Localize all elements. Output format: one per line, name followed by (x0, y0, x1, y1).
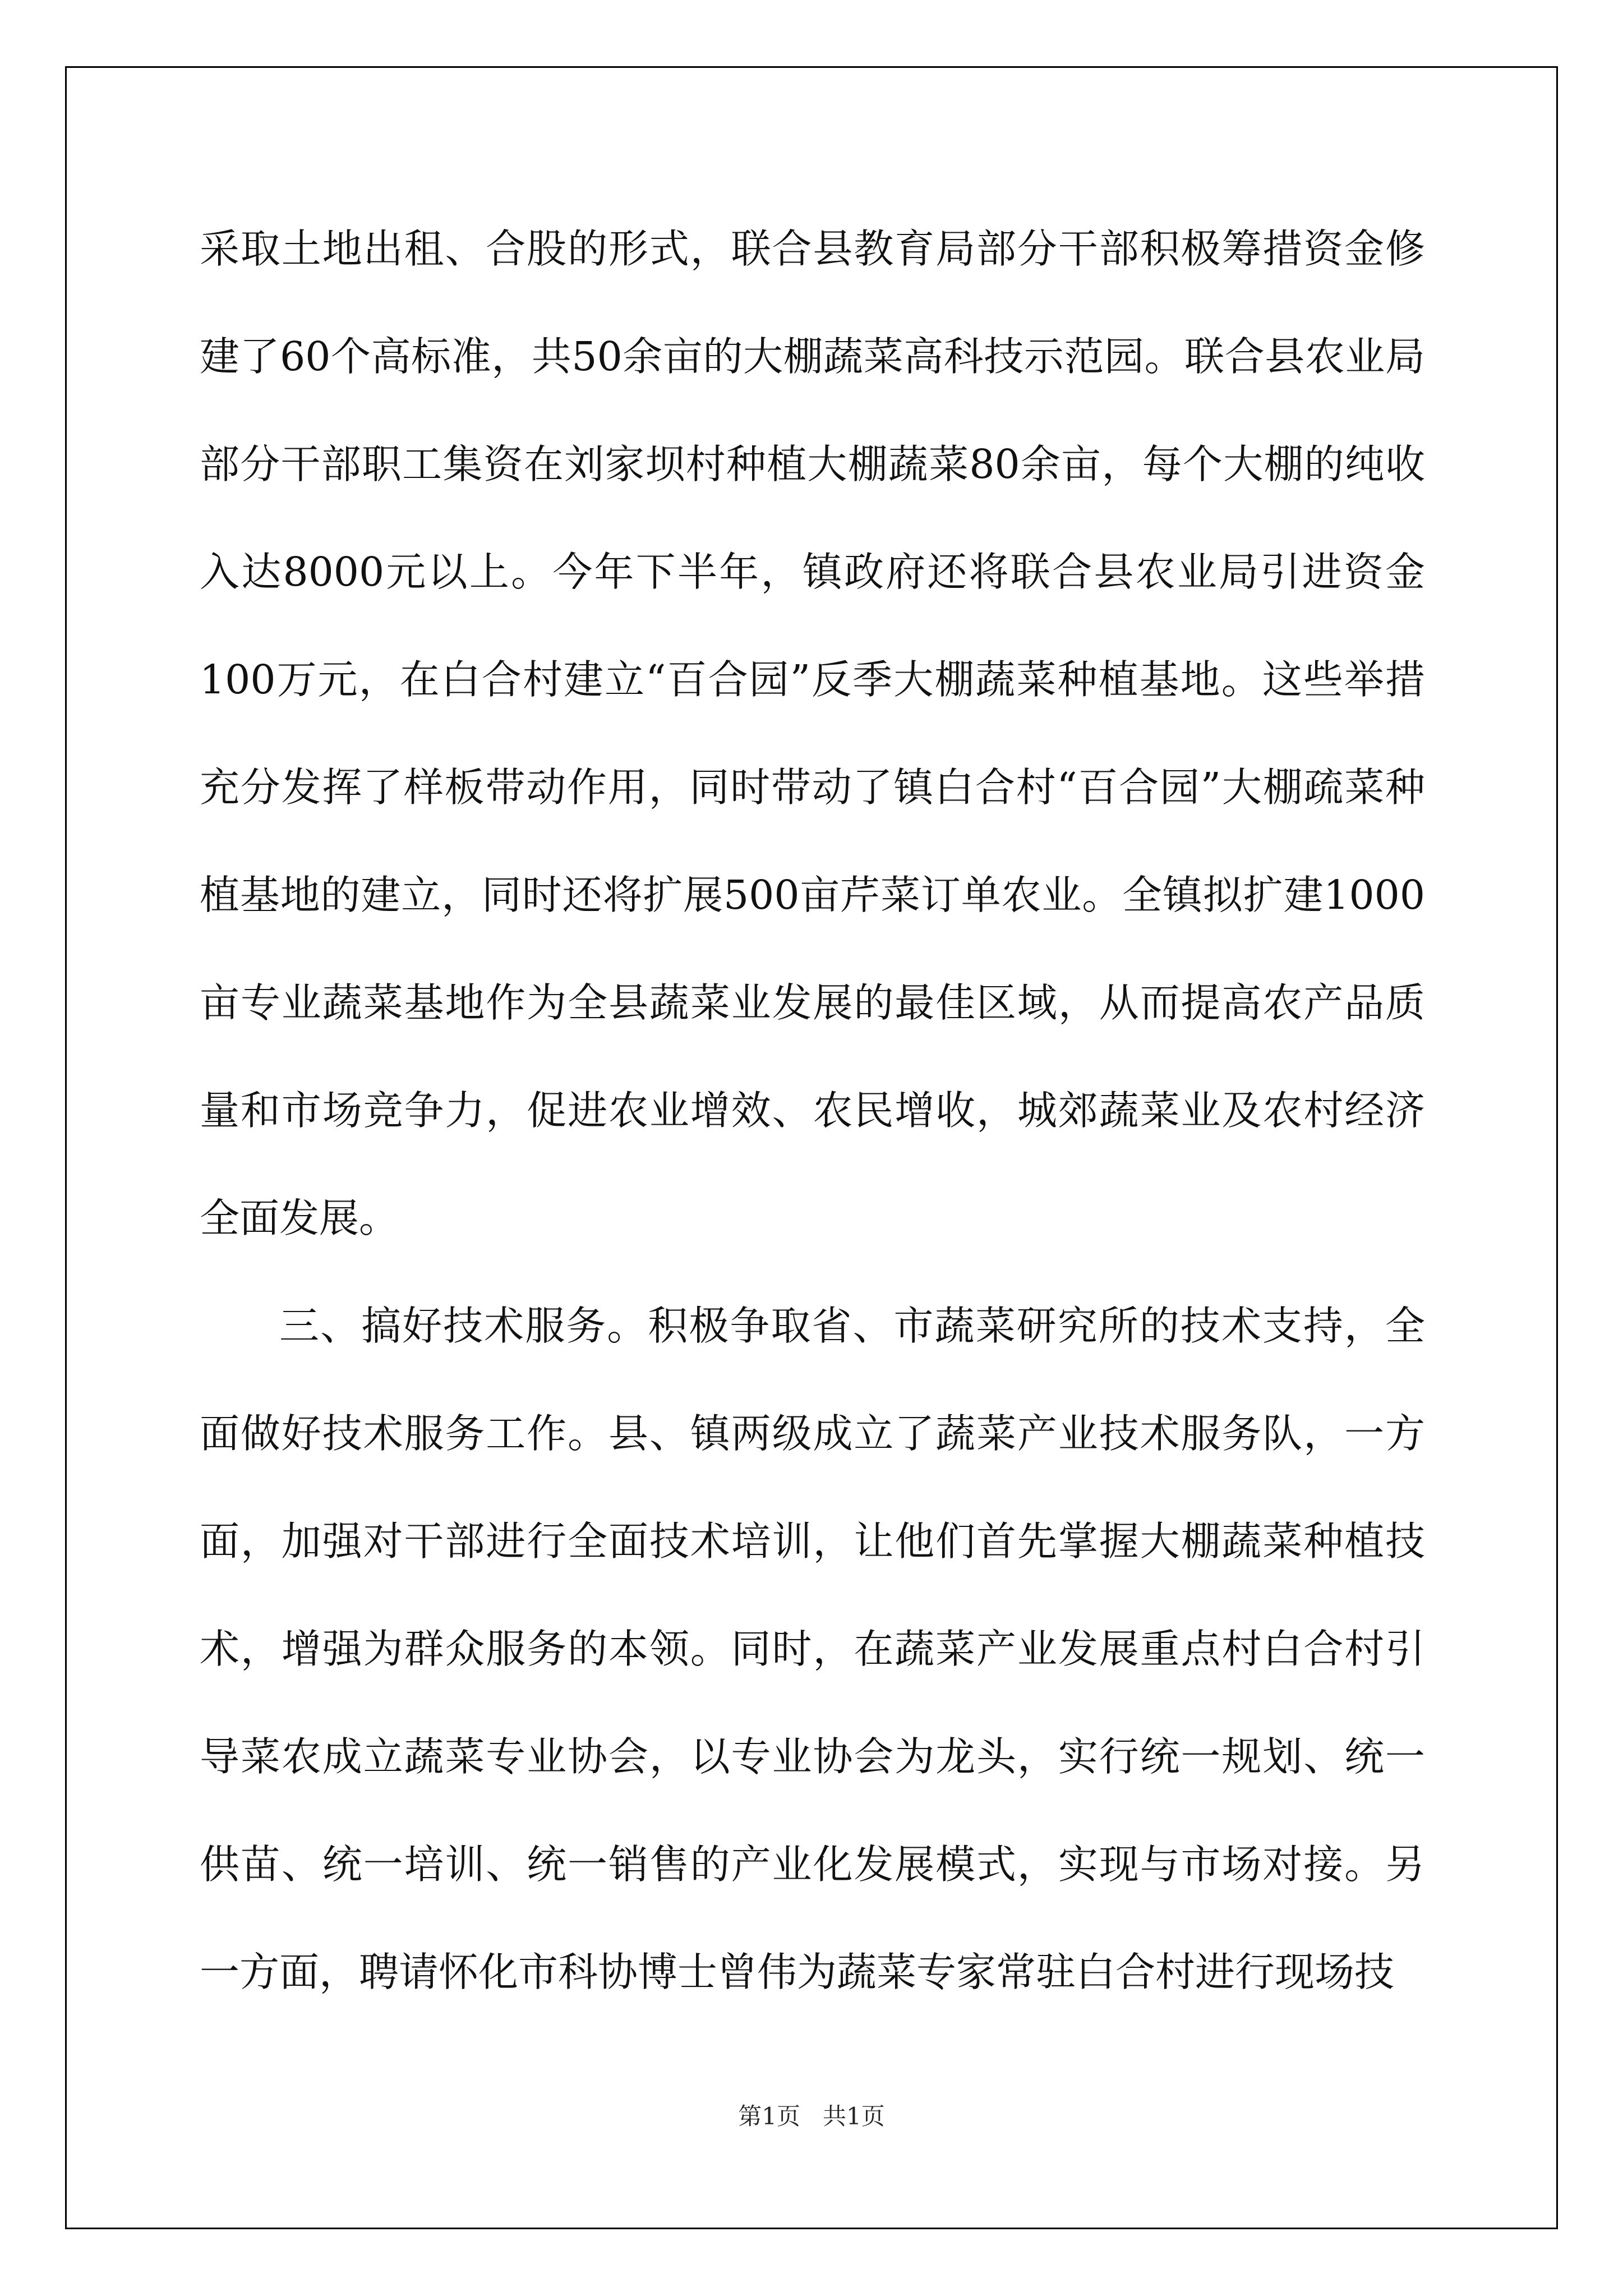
paragraph-1: 采取土地出租、合股的形式，联合县教育局部分干部积极筹措资金修建了60个高标准，共50余亩的大棚蔬菜高科技示范园。联合县农业局部分干部职工集资在刘家坝村种植大棚蔬菜80余亩，每个大棚的纯收入达8000元以上。今年下半年，镇政府还将联合县农业局引进资金100万元，在白合村建立“百合园”反季大棚蔬菜种植基地。这些举措充分发挥了样板带动作用，同时带动了镇白合村“百合园”大棚疏菜种植基地的建立，同时还将扩展500亩芹菜订单农业。全镇拟扩建1000亩专业蔬菜基地作为全县蔬菜业发展的最佳区域，从而提高农产品质量和市场竞争力，促进农业增效、农民增收，城郊蔬菜业及农村经济全面发展。 (200, 226, 1425, 1241)
document-body (200, 195, 1425, 2026)
paragraph-2: 三、搞好技术服务。积极争取省、市蔬菜研究所的技术支持，全面做好技术服务工作。县、镇两级成立了蔬菜产业技术服务队，一方面，加强对干部进行全面技术培训，让他们首先掌握大棚蔬菜种植技术，增强为群众服务的本领。同时，在蔬菜产业发展重点村白合村引导菜农成立蔬菜专业协会，以专业协会为龙头，实行统一规划、统一供苗、统一培训、统一销售的产业化发展模式，实现与市场对接。另一方面，聘请怀化市科协博士曾伟为蔬菜专家常驻白合村进行现场技 (200, 1303, 1425, 1995)
page-footer: 第1页 共1页 (738, 2102, 885, 2130)
